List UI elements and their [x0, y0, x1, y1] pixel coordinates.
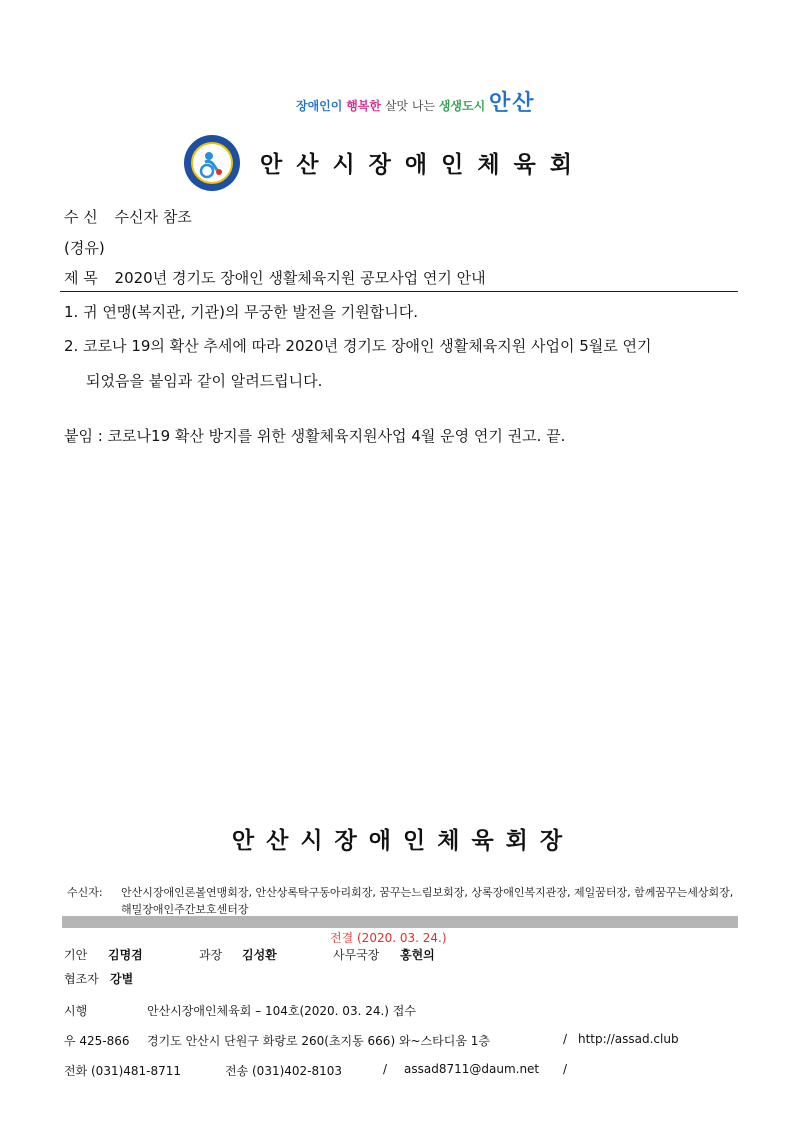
slogan-part-1: 장애인이: [296, 99, 343, 113]
body-paragraph-2-line-2: 되었음을 붙임과 같이 알려드립니다.: [86, 372, 323, 390]
cooperator-label: 협조자: [64, 972, 99, 986]
website-link[interactable]: http://assad.club: [578, 1032, 679, 1046]
director-label: 사무국장: [333, 948, 380, 962]
email-link[interactable]: assad8711@daum.net: [404, 1062, 540, 1076]
manager-name: 김성환: [242, 948, 277, 962]
enforce-label: 시행: [64, 1004, 88, 1018]
phone-number: 전화 (031)481-8711: [64, 1064, 182, 1078]
cooperator-name: 강별: [110, 972, 134, 986]
slogan-city: 안산: [489, 91, 536, 116]
slogan-part-3: 살맛: [384, 99, 408, 113]
recipient-label: 수 신: [64, 208, 98, 226]
zip-code: 우 425-866: [64, 1034, 130, 1048]
organization-title: 안산시장애인체육회: [260, 152, 586, 178]
fax-number: 전송 (031)402-8103: [225, 1064, 343, 1078]
drafter-name: 김명겸: [108, 948, 143, 962]
separator: /: [383, 1062, 388, 1076]
header-divider: [60, 291, 738, 292]
separator: /: [563, 1032, 568, 1046]
director-name: 홍현의: [400, 948, 435, 962]
recipient-value: 수신자 참조: [114, 208, 192, 226]
subject-row: [64, 267, 486, 288]
attachment-line: 붙임 : 코로나19 확산 방지를 위한 생활체육지원사업 4월 운영 연기 권고. 끝.: [64, 427, 566, 445]
slogan-part-5: 생생도시: [438, 99, 486, 113]
enforce-value: 안산시장애인체육회 – 104호(2020. 03. 24.) 접수: [147, 1004, 416, 1018]
address: 경기도 안산시 단원구 화랑로 260(초지동 666) 와~스타디움 1층: [147, 1034, 490, 1048]
recipients-label: 수신자:: [67, 886, 103, 899]
manager-label: 과장: [199, 948, 223, 962]
via-label: (경유): [64, 239, 105, 257]
body-paragraph-1: 1. 귀 연맹(복지관, 기관)의 무궁한 발전을 기원합니다.: [64, 303, 418, 321]
slogan-part-4: 나는: [411, 99, 436, 113]
slogan-part-2: 행복한: [346, 99, 381, 113]
city-slogan: [296, 86, 536, 117]
issuer-title: 안산시장애인체육회장: [231, 828, 575, 854]
body-paragraph-2-line-1: 2. 코로나 19의 확산 추세에 따라 2020년 경기도 장애인 생활체육지원 사업이 5월로 연기: [64, 337, 652, 355]
via-row: [64, 237, 105, 258]
separator: /: [563, 1062, 568, 1076]
subject-label: 제 목: [64, 269, 98, 287]
drafter-label: 기안: [64, 948, 88, 962]
recipients-list: 안산시장애인론볼연맹회장, 안산상록탁구동아리회장, 꿈꾸는느림보회장, 상록장애인복지관장, 제일꿈터장, 함께꿈꾸는세상회장, 해밀장애인주간보호센터장: [121, 886, 734, 916]
recipient-row: [64, 206, 192, 227]
final-approval-date: 전결 (2020. 03. 24.): [330, 931, 447, 945]
subject-value: 2020년 경기도 장애인 생활체육지원 공모사업 연기 안내: [114, 269, 486, 287]
footer-divider-bar: [62, 916, 738, 928]
